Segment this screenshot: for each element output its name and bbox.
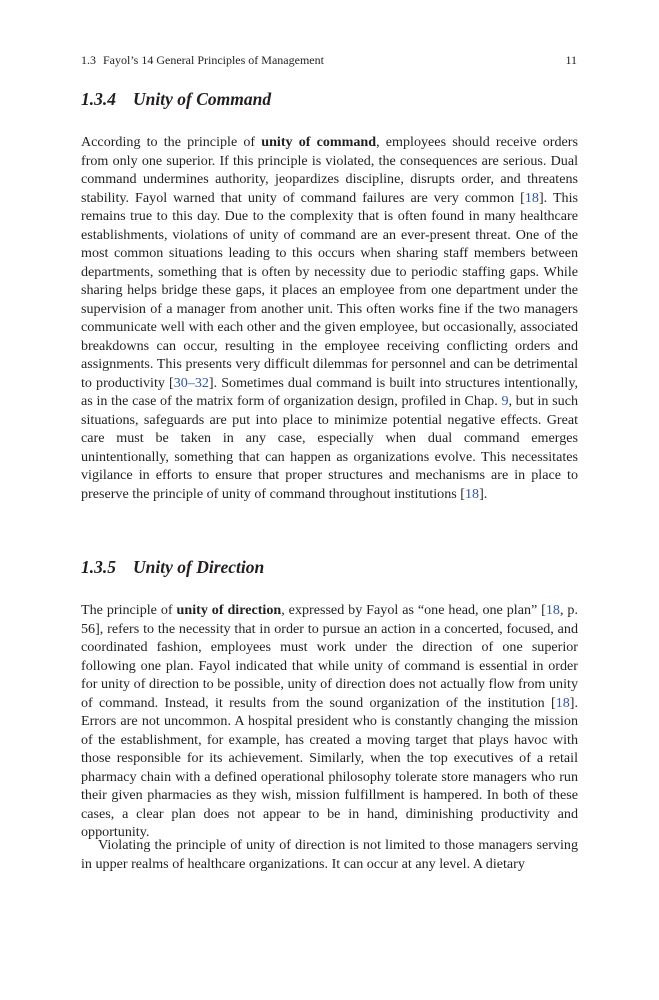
chapter-link[interactable]: 9: [501, 393, 509, 409]
section-heading-unity-of-command: [81, 88, 271, 110]
citation-link[interactable]: 18: [464, 485, 480, 502]
paragraph-unity-of-direction: [81, 601, 578, 842]
paragraph-text: ].: [479, 485, 488, 502]
citation-link[interactable]: 18: [545, 602, 560, 618]
paragraph-text: ]. This remains true to this day. Due to the complexity that is often found in many healthcare establishments, violations of unity of command are an ever-present threat. One of the most common situations leading to this occurs when sharing staff members between departments, something that is often by necessity due to periodic staffing gaps. While sharing helps bridge these gaps, it places an employee from one department under the supervision of a manager from another unit. This often works fine if the two managers communicate well with each other and the given employee, but occasionally, associated breakdowns can occur, resulting in the employee receiving conflicting orders and assignments. This presents very difficult dilemmas for personnel and can be detrimental to productivity [: [81, 189, 578, 391]
section-title: Unity of Direction: [133, 557, 265, 577]
paragraph-text: The principle of: [81, 602, 177, 618]
paragraph-text: ]. Errors are not uncommon. A hospital president who is constantly changing the mission of the establishment, for example, has created a moving target that plays havoc with those responsible for its achievement. Similarly, when the top executives of a retail pharmacy chain with a defined operational philosophy tolerate store managers who run their given pharmacies as they wish, mission fulfillment is hampered. In both of these cases, a clear plan does not appear to be in hand, diminishing productivity and opportunity.: [81, 694, 578, 840]
key-term: unity of direction: [176, 602, 282, 618]
paragraph-unity-of-direction-violations: [81, 836, 578, 873]
section-title: Unity of Command: [133, 89, 272, 109]
citation-link[interactable]: 18: [524, 189, 539, 206]
paragraph-text: , expressed by Fayol as “one head, one plan” [: [281, 602, 546, 618]
paragraph-text: Violating the principle of unity of direction is not limited to those managers serving in upper realms of healthcare organizations. It can occur at any level. A dietary: [81, 837, 578, 872]
paragraph-unity-of-command: [81, 133, 578, 503]
paragraph-text: According to the principle of: [81, 134, 262, 150]
citation-link[interactable]: 18: [555, 694, 570, 711]
section-heading-unity-of-direction: [81, 556, 264, 578]
paragraph-text: , but in such situations, safeguards are put into place to minimize potential negative effects. Great care must be taken in any case, especially when dual command emerges unintentionally, something that can happen as organizations evolve. This necessitates vigilance in efforts to ensure that proper structures and mechanisms are in place to preserve the principle of unity of command throughout institutions [: [81, 393, 578, 502]
running-head: [81, 52, 577, 68]
section-number: 1.3.4: [81, 89, 116, 109]
paragraph-text: ]. Sometimes dual command is built into structures intentionally, as in the case of the matrix form of organization design, profiled in Chap.: [81, 374, 578, 409]
section-number: 1.3.5: [81, 557, 116, 577]
citation-link[interactable]: 30–32: [173, 374, 209, 391]
running-head-section-title: Fayol’s 14 General Principles of Management: [103, 53, 324, 67]
paragraph-text: , p. 56], refers to the necessity that in order to pursue an action in a concerted, focused, and coordinated fashion, employees must work under the direction of one superior following one plan. Fayol indicated that while unity of command is essential in order for unity of direction to be possible, unity of direction does not actually flow from unity of command. Instead, it results from the sound organization of the institution [: [81, 602, 578, 711]
running-head-section: [81, 52, 324, 68]
page-number: 11: [565, 53, 577, 67]
key-term: unity of command: [261, 134, 377, 150]
running-head-section-number: 1.3: [81, 53, 96, 67]
paragraph-text: , employees should receive orders from only one superior. If this principle is violated, the consequences are serious. Dual command undermines authority, jeopardizes discipline, disrupts order, and threatens stability. Fayol warned that unity of command failures are very common [: [81, 134, 578, 206]
